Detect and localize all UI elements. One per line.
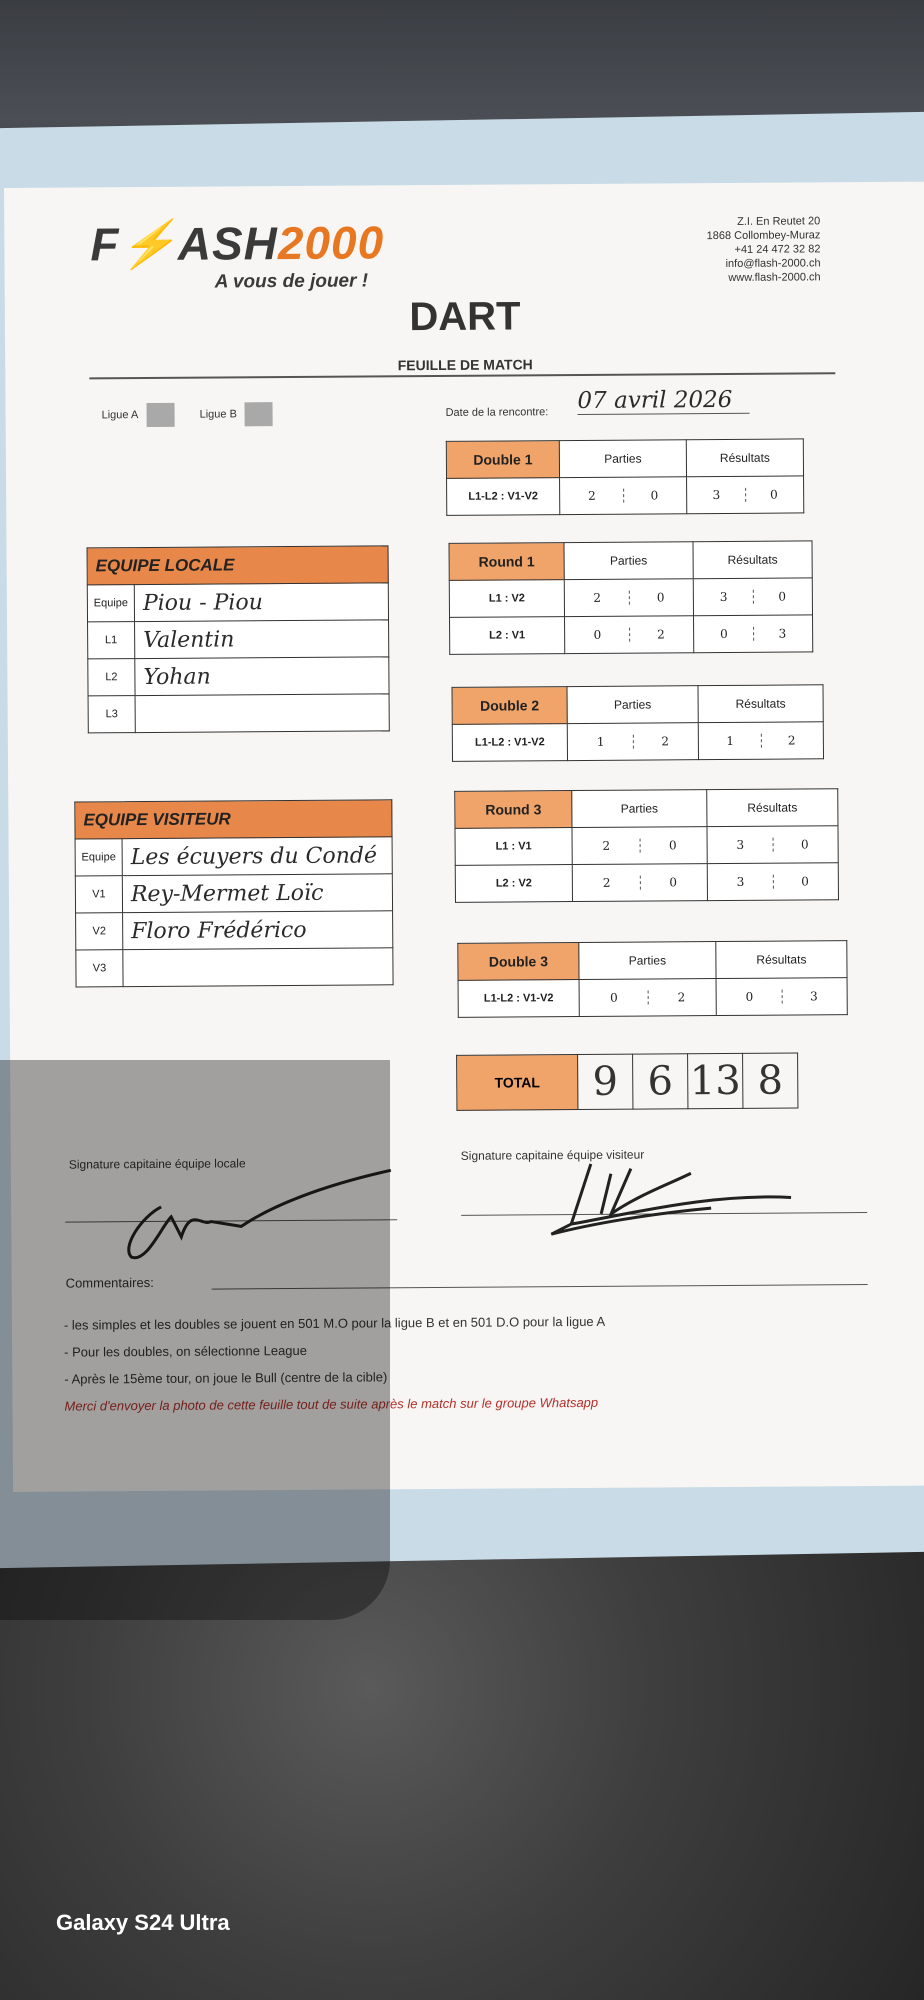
comments-label: Commentaires: xyxy=(65,1274,154,1291)
total-parties-home: 9 xyxy=(578,1054,633,1109)
photo-shadow xyxy=(0,1060,390,1620)
home-team-table: EQUIPE LOCALE Equipe Piou - Piou L1 Valentin L2 Yohan L3 xyxy=(87,545,390,733)
whatsapp-notice: Merci d'envoyer la photo de cette feuille tout de suite après le match sur le groupe Whatsapp xyxy=(64,1394,599,1414)
score-table-round-1: Round 1 Parties Résultats L1 : V2 2 0 3 0 L2 : V1 0 2 0 3 xyxy=(448,540,813,655)
sheet-subtitle: FEUILLE DE MATCH xyxy=(397,356,533,374)
total-table xyxy=(456,1052,798,1110)
ligue-a-checkbox xyxy=(146,403,174,427)
score-table-double-3: Double 3 Parties Résultats L1-L2 : V1-V2 0 2 0 3 xyxy=(457,940,848,1018)
away-signature-label: Signature capitaine équipe visiteur xyxy=(460,1147,645,1163)
flash2000-logo: F⚡ASH2000 xyxy=(90,216,385,271)
score-table-round-3: Round 3 Parties Résultats L1 : V1 2 0 3 0 L2 : V2 2 0 3 0 xyxy=(454,788,839,903)
device-watermark: Galaxy S24 Ultra xyxy=(56,1910,230,1935)
round-name: Double 1 xyxy=(446,441,559,479)
address-block: Z.I. En Reutet 20 1868 Collombey-Muraz +41 24 472 32 82 info@flash-2000.ch www.flash-2000.ch xyxy=(706,215,821,284)
lightning-icon: ⚡ xyxy=(119,217,178,271)
away-signature xyxy=(531,1152,812,1244)
ligue-b-checkbox xyxy=(245,402,273,426)
date-label: Date de la rencontre: xyxy=(445,406,549,419)
total-results-away: 8 xyxy=(743,1053,798,1108)
sheet-title: DART xyxy=(409,294,521,340)
total-results-home: 13 xyxy=(688,1053,743,1108)
total-label: TOTAL xyxy=(457,1055,578,1111)
slogan: A vous de jouer ! xyxy=(214,270,369,293)
score-table-double-2: Double 2 Parties Résultats L1-L2 : V1-V2 1 2 1 2 xyxy=(451,684,824,762)
rules-block: - les simples et les doubles se jouent en 501 M.O pour la ligue B et en 501 D.O pour la ligue A - Pour les doubles, on sélectionne League - Après le 15ème tour, on joue le Bull (centre de la cible) Merci d'envoyer la photo de cette feuille tout de suite après le match sur le groupe Whatsapp xyxy=(64,1308,606,1420)
ligue-b: Ligue B xyxy=(200,402,273,427)
score-table-double-1: Double 1 Parties Résultats L1-L2 : V1-V2 2 0 3 0 xyxy=(446,438,805,515)
total-parties-away: 6 xyxy=(633,1054,688,1109)
date-value: 07 avril 2026 xyxy=(577,387,749,415)
ligue-a: Ligue A xyxy=(102,403,175,428)
away-team-table: EQUIPE VISITEUR Equipe Les écuyers du Condé V1 Rey-Mermet Loïc V2 Floro Frédérico V3 xyxy=(74,799,393,987)
home-signature-label: Signature capitaine équipe locale xyxy=(68,1156,246,1172)
